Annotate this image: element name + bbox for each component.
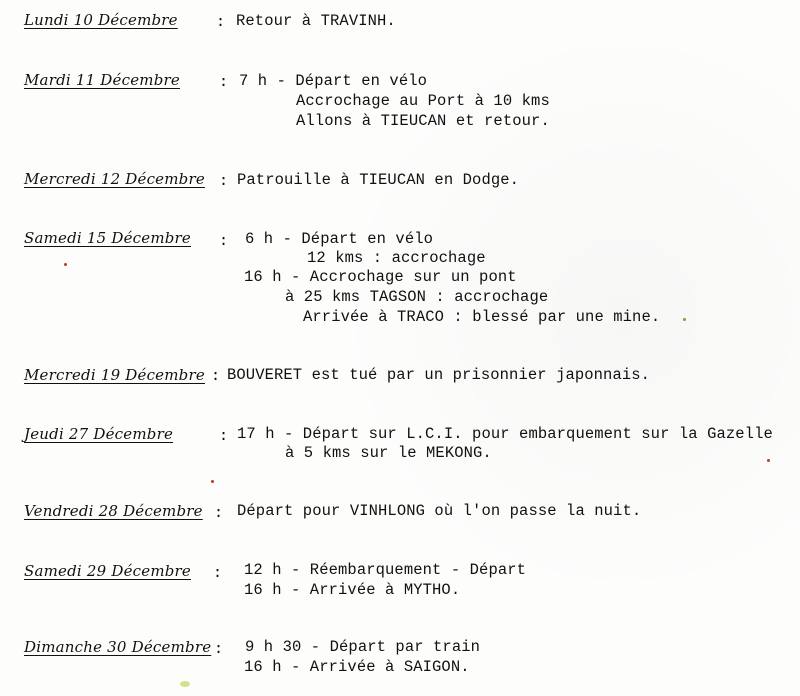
entry-line: à 5 kms sur le MEKONG. — [285, 444, 492, 462]
entry-line: Arrivée à TRACO : blessé par une mine. — [303, 308, 661, 326]
entry-line: 17 h - Départ sur L.C.I. pour embarquement sur la Gazelle — [237, 425, 773, 443]
entry-colon: : — [219, 72, 229, 90]
entry-date: Jeudi 27 Décembre — [24, 425, 174, 443]
scan-speck — [767, 459, 770, 462]
entry-date: Dimanche 30 Décembre — [24, 638, 212, 656]
entry-colon: : — [213, 563, 223, 581]
entry-colon: : — [214, 639, 224, 657]
entry-date: Lundi 10 Décembre — [24, 11, 178, 29]
entry-line: Allons à TIEUCAN et retour. — [296, 112, 550, 130]
entry-date: Samedi 29 Décembre — [24, 562, 191, 580]
scan-speck — [64, 263, 67, 266]
entry-line: 16 h - Arrivée à SAIGON. — [244, 658, 470, 676]
entry-colon: : — [214, 503, 224, 521]
entry-colon: : — [219, 231, 229, 249]
entry-date: Vendredi 28 Décembre — [24, 502, 203, 520]
entry-date: Mercredi 12 Décembre — [24, 170, 205, 188]
entry-line: Départ pour VINHLONG où l'on passe la nuit. — [237, 502, 642, 520]
entry-line: 12 h - Réembarquement - Départ — [244, 561, 527, 579]
entry-colon: : — [219, 426, 229, 444]
entry-line: 16 h - Accrochage sur un pont — [244, 268, 517, 286]
entry-line: 9 h 30 - Départ par train — [245, 638, 481, 656]
entry-line: 16 h - Arrivée à MYTHO. — [244, 581, 461, 599]
entry-line: Patrouille à TIEUCAN en Dodge. — [237, 171, 520, 189]
scan-speck — [180, 681, 190, 687]
entry-colon: : — [211, 366, 221, 384]
scan-speck — [211, 480, 214, 483]
entry-line: Accrochage au Port à 10 kms — [296, 92, 550, 110]
entry-line: à 25 kms TAGSON : accrochage — [285, 288, 549, 306]
entry-date: Mardi 11 Décembre — [24, 71, 180, 89]
entry-line: 12 kms : accrochage — [307, 249, 486, 267]
entry-line: 7 h - Départ en vélo — [239, 72, 428, 90]
scan-speck — [683, 318, 686, 321]
entry-line: 6 h - Départ en vélo — [245, 230, 434, 248]
entry-line: Retour à TRAVINH. — [236, 12, 396, 30]
entry-colon: : — [219, 171, 229, 189]
entry-date: Samedi 15 Décembre — [24, 229, 191, 247]
entry-colon: : — [216, 12, 226, 30]
entry-line: BOUVERET est tué par un prisonnier japonnais. — [227, 366, 651, 384]
entry-date: Mercredi 19 Décembre — [24, 366, 205, 384]
